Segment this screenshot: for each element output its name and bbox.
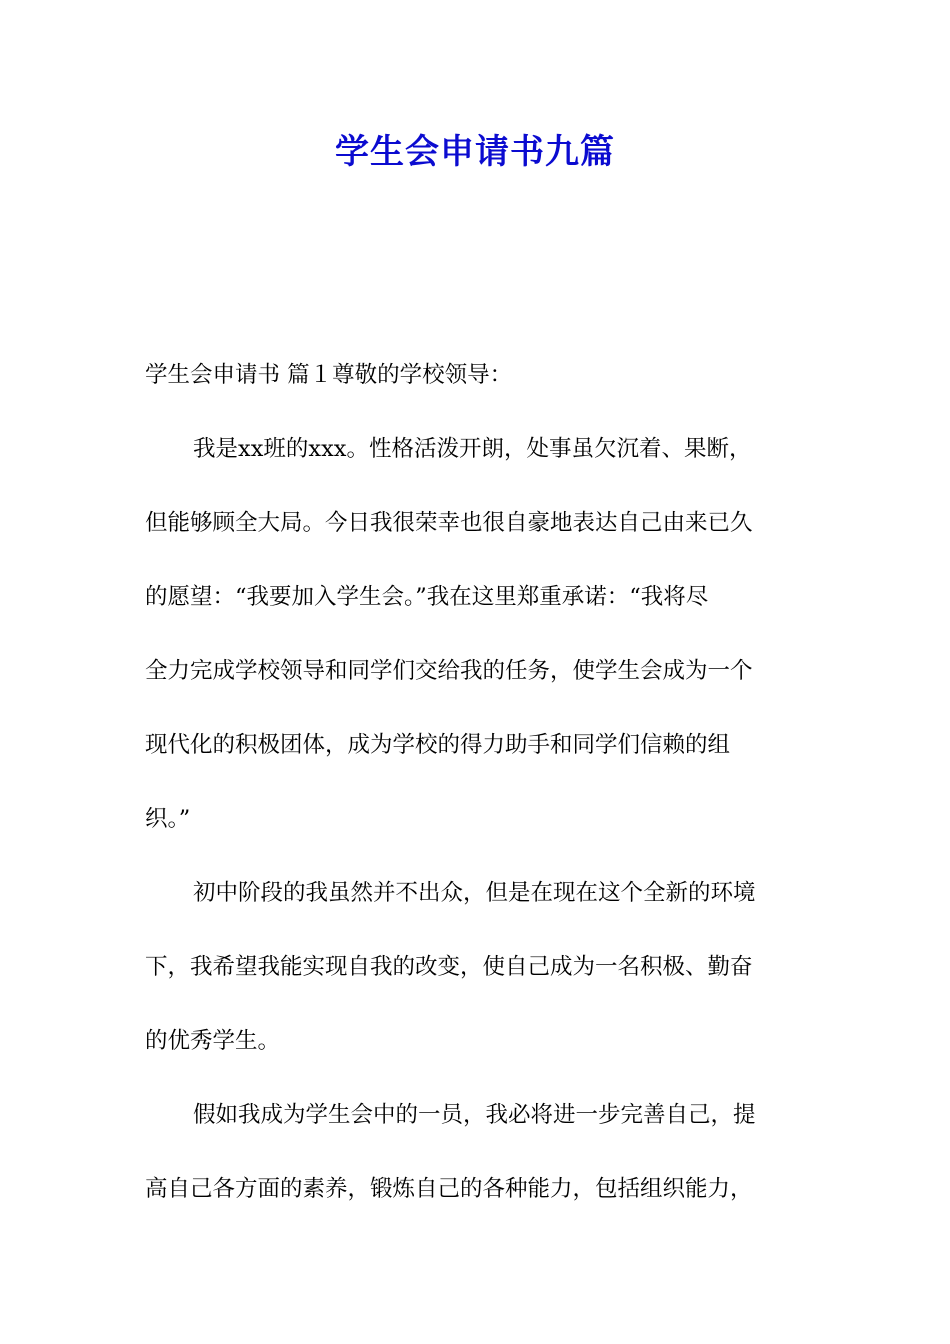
paragraph-line: 织。” [145,806,191,832]
paragraph-line: 高自己各方面的素养，锻炼自己的各种能力，包括组织能力， [145,1176,753,1202]
paragraph-line: 我是xx班的xxx。性格活泼开朗，处事虽欠沉着、果断， [193,436,752,462]
paragraph-line: 全力完成学校领导和同学们交给我的任务，使学生会成为一个 [145,658,753,684]
paragraph-line: 的优秀学生。 [145,1028,281,1054]
paragraph-line: 初中阶段的我虽然并不出众，但是在现在这个全新的环境 [193,880,756,906]
paragraph-line: 现代化的积极团体，成为学校的得力助手和同学们信赖的组 [145,732,731,758]
paragraph-line: 的愿望：“我要加入学生会。”我在这里郑重承诺：“我将尽 [145,584,709,610]
paragraph-line: 下，我希望我能实现自我的改变，使自己成为一名积极、勤奋 [145,954,753,980]
paragraph-line: 但能够顾全大局。今日我很荣幸也很自豪地表达自己由来已久 [145,510,753,536]
document-title: 学生会申请书九篇 [335,132,615,172]
section-heading-line: 学生会申请书 篇１尊敬的学校领导： [145,362,513,388]
document-body [145,338,810,1226]
paragraph-line: 假如我成为学生会中的一员，我必将进一步完善自己，提 [193,1102,756,1128]
